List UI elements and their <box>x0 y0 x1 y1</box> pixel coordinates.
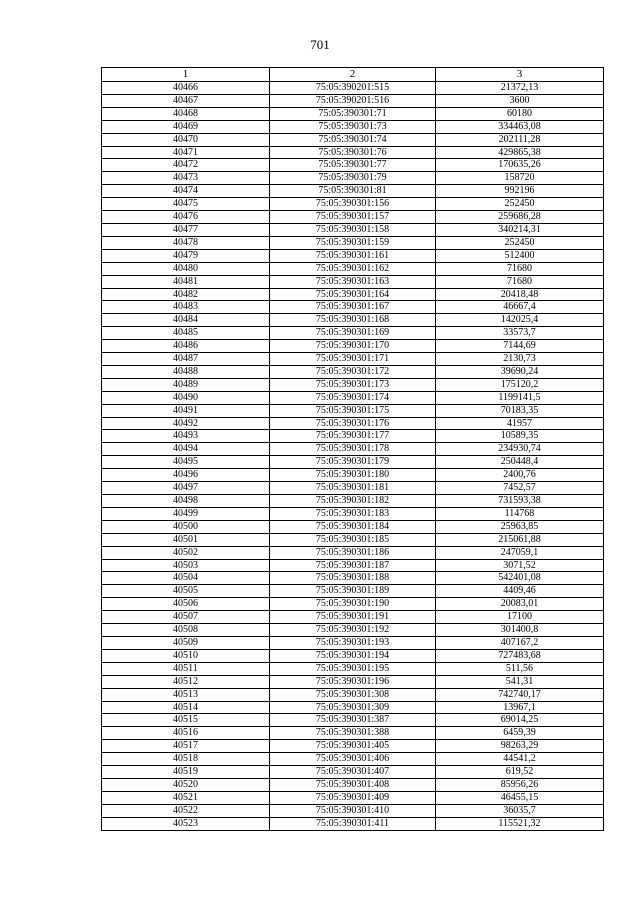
table-row <box>102 753 604 766</box>
cadastral-number-cell: 75:05:390301:182 <box>270 495 436 508</box>
table-row <box>102 624 604 637</box>
table-row <box>102 223 604 236</box>
row-number-cell: 40469 <box>102 120 270 133</box>
value-cell: 727483,68 <box>436 649 604 662</box>
row-number-cell: 40477 <box>102 223 270 236</box>
row-number-cell: 40475 <box>102 198 270 211</box>
value-cell: 21372,13 <box>436 82 604 95</box>
row-number-cell: 40479 <box>102 249 270 262</box>
value-cell: 20418,48 <box>436 288 604 301</box>
value-cell: 10589,35 <box>436 430 604 443</box>
cadastral-number-cell: 75:05:390301:183 <box>270 507 436 520</box>
row-number-cell: 40505 <box>102 585 270 598</box>
table-row <box>102 675 604 688</box>
value-cell: 115521,32 <box>436 817 604 830</box>
row-number-cell: 40523 <box>102 817 270 830</box>
value-cell: 429865,38 <box>436 146 604 159</box>
value-cell: 71680 <box>436 262 604 275</box>
row-number-cell: 40494 <box>102 443 270 456</box>
cadastral-number-cell: 75:05:390301:71 <box>270 107 436 120</box>
cadastral-number-cell: 75:05:390301:76 <box>270 146 436 159</box>
table-row <box>102 701 604 714</box>
row-number-cell: 40502 <box>102 546 270 559</box>
row-number-cell: 40486 <box>102 340 270 353</box>
cadastral-number-cell: 75:05:390201:516 <box>270 94 436 107</box>
row-number-cell: 40509 <box>102 636 270 649</box>
row-number-cell: 40513 <box>102 688 270 701</box>
cadastral-number-cell: 75:05:390301:405 <box>270 740 436 753</box>
value-cell: 4409,46 <box>436 585 604 598</box>
table-row <box>102 482 604 495</box>
row-number-cell: 40492 <box>102 417 270 430</box>
value-cell: 511,56 <box>436 662 604 675</box>
value-cell: 2400,76 <box>436 469 604 482</box>
cadastral-number-cell: 75:05:390301:406 <box>270 753 436 766</box>
value-cell: 992196 <box>436 185 604 198</box>
value-cell: 512400 <box>436 249 604 262</box>
row-number-cell: 40508 <box>102 624 270 637</box>
row-number-cell: 40474 <box>102 185 270 198</box>
value-cell: 542401,08 <box>436 572 604 585</box>
value-cell: 252450 <box>436 198 604 211</box>
row-number-cell: 40515 <box>102 714 270 727</box>
table-row <box>102 469 604 482</box>
value-cell: 46667,4 <box>436 301 604 314</box>
table-row <box>102 314 604 327</box>
cadastral-number-cell: 75:05:390301:167 <box>270 301 436 314</box>
row-number-cell: 40485 <box>102 327 270 340</box>
table-row <box>102 520 604 533</box>
row-number-cell: 40472 <box>102 159 270 172</box>
row-number-cell: 40498 <box>102 495 270 508</box>
row-number-cell: 40499 <box>102 507 270 520</box>
table-row <box>102 611 604 624</box>
table-row <box>102 443 604 456</box>
table-body <box>102 82 604 831</box>
cadastral-number-cell: 75:05:390301:179 <box>270 456 436 469</box>
cadastral-number-cell: 75:05:390301:191 <box>270 611 436 624</box>
cadastral-number-cell: 75:05:390301:174 <box>270 391 436 404</box>
row-number-cell: 40476 <box>102 211 270 224</box>
value-cell: 252450 <box>436 236 604 249</box>
value-cell: 742740,17 <box>436 688 604 701</box>
value-cell: 170635,26 <box>436 159 604 172</box>
cadastral-number-cell: 75:05:390301:188 <box>270 572 436 585</box>
table-row <box>102 791 604 804</box>
row-number-cell: 40507 <box>102 611 270 624</box>
row-number-cell: 40490 <box>102 391 270 404</box>
table-row <box>102 198 604 211</box>
table-row <box>102 533 604 546</box>
table-row <box>102 766 604 779</box>
table-row <box>102 572 604 585</box>
table-row <box>102 301 604 314</box>
cadastral-number-cell: 75:05:390301:73 <box>270 120 436 133</box>
row-number-cell: 40488 <box>102 365 270 378</box>
table-row <box>102 185 604 198</box>
value-cell: 70183,35 <box>436 404 604 417</box>
table-row <box>102 146 604 159</box>
value-cell: 69014,25 <box>436 714 604 727</box>
table-row <box>102 159 604 172</box>
cadastral-number-cell: 75:05:390301:157 <box>270 211 436 224</box>
row-number-cell: 40503 <box>102 559 270 572</box>
row-number-cell: 40487 <box>102 353 270 366</box>
value-cell: 619,52 <box>436 766 604 779</box>
cadastral-number-cell: 75:05:390301:193 <box>270 636 436 649</box>
value-cell: 158720 <box>436 172 604 185</box>
row-number-cell: 40482 <box>102 288 270 301</box>
cadastral-number-cell: 75:05:390301:196 <box>270 675 436 688</box>
value-cell: 250448,4 <box>436 456 604 469</box>
row-number-cell: 40518 <box>102 753 270 766</box>
value-cell: 3600 <box>436 94 604 107</box>
cadastral-number-cell: 75:05:390301:175 <box>270 404 436 417</box>
table-row <box>102 688 604 701</box>
value-cell: 36035,7 <box>436 804 604 817</box>
cadastral-number-cell: 75:05:390301:156 <box>270 198 436 211</box>
cadastral-number-cell: 75:05:390301:172 <box>270 365 436 378</box>
value-cell: 541,31 <box>436 675 604 688</box>
cadastral-number-cell: 75:05:390301:159 <box>270 236 436 249</box>
row-number-cell: 40470 <box>102 133 270 146</box>
cadastral-number-cell: 75:05:390301:308 <box>270 688 436 701</box>
cadastral-number-cell: 75:05:390301:158 <box>270 223 436 236</box>
row-number-cell: 40517 <box>102 740 270 753</box>
table-row <box>102 662 604 675</box>
cadastral-number-cell: 75:05:390301:408 <box>270 778 436 791</box>
table-row <box>102 275 604 288</box>
value-cell: 85956,26 <box>436 778 604 791</box>
value-cell: 142025,4 <box>436 314 604 327</box>
value-cell: 114768 <box>436 507 604 520</box>
cadastral-number-cell: 75:05:390301:79 <box>270 172 436 185</box>
cadastral-number-cell: 75:05:390301:74 <box>270 133 436 146</box>
table-row <box>102 804 604 817</box>
table-row <box>102 172 604 185</box>
row-number-cell: 40520 <box>102 778 270 791</box>
table-row <box>102 546 604 559</box>
cadastral-value-table <box>101 67 604 831</box>
cadastral-number-cell: 75:05:390301:407 <box>270 766 436 779</box>
table-row <box>102 391 604 404</box>
table-header-row <box>102 68 604 82</box>
cadastral-number-cell: 75:05:390301:388 <box>270 727 436 740</box>
cadastral-number-cell: 75:05:390301:180 <box>270 469 436 482</box>
table-row <box>102 120 604 133</box>
row-number-cell: 40484 <box>102 314 270 327</box>
row-number-cell: 40514 <box>102 701 270 714</box>
column-header-3: 3 <box>436 68 604 82</box>
page-number: 701 <box>310 37 330 52</box>
table-row <box>102 133 604 146</box>
table-row <box>102 249 604 262</box>
row-number-cell: 40467 <box>102 94 270 107</box>
row-number-cell: 40471 <box>102 146 270 159</box>
cadastral-number-cell: 75:05:390301:171 <box>270 353 436 366</box>
table-row <box>102 327 604 340</box>
row-number-cell: 40495 <box>102 456 270 469</box>
table-row <box>102 430 604 443</box>
value-cell: 234930,74 <box>436 443 604 456</box>
table-row <box>102 740 604 753</box>
value-cell: 334463,08 <box>436 120 604 133</box>
row-number-cell: 40483 <box>102 301 270 314</box>
table-row <box>102 649 604 662</box>
value-cell: 33573,7 <box>436 327 604 340</box>
row-number-cell: 40519 <box>102 766 270 779</box>
value-cell: 6459,39 <box>436 727 604 740</box>
table-row <box>102 211 604 224</box>
table-row <box>102 82 604 95</box>
row-number-cell: 40522 <box>102 804 270 817</box>
row-number-cell: 40504 <box>102 572 270 585</box>
cadastral-number-cell: 75:05:390301:190 <box>270 598 436 611</box>
cadastral-number-cell: 75:05:390301:163 <box>270 275 436 288</box>
cadastral-number-cell: 75:05:390301:411 <box>270 817 436 830</box>
cadastral-number-cell: 75:05:390201:515 <box>270 82 436 95</box>
table-row <box>102 507 604 520</box>
value-cell: 7144,69 <box>436 340 604 353</box>
cadastral-number-cell: 75:05:390301:192 <box>270 624 436 637</box>
table-row <box>102 340 604 353</box>
cadastral-number-cell: 75:05:390301:164 <box>270 288 436 301</box>
table-row <box>102 262 604 275</box>
cadastral-number-cell: 75:05:390301:170 <box>270 340 436 353</box>
table-row <box>102 94 604 107</box>
row-number-cell: 40478 <box>102 236 270 249</box>
table-row <box>102 817 604 830</box>
column-header-2: 2 <box>270 68 436 82</box>
value-cell: 46455,15 <box>436 791 604 804</box>
cadastral-number-cell: 75:05:390301:194 <box>270 649 436 662</box>
table-row <box>102 236 604 249</box>
table-row <box>102 727 604 740</box>
table-row <box>102 404 604 417</box>
value-cell: 175120,2 <box>436 378 604 391</box>
cadastral-number-cell: 75:05:390301:181 <box>270 482 436 495</box>
table-row <box>102 714 604 727</box>
row-number-cell: 40500 <box>102 520 270 533</box>
value-cell: 20083,01 <box>436 598 604 611</box>
cadastral-number-cell: 75:05:390301:387 <box>270 714 436 727</box>
cadastral-number-cell: 75:05:390301:161 <box>270 249 436 262</box>
table-row <box>102 495 604 508</box>
cadastral-number-cell: 75:05:390301:187 <box>270 559 436 572</box>
table-row <box>102 288 604 301</box>
table-row <box>102 636 604 649</box>
table-row <box>102 107 604 120</box>
cadastral-number-cell: 75:05:390301:81 <box>270 185 436 198</box>
value-cell: 247059,1 <box>436 546 604 559</box>
value-cell: 41957 <box>436 417 604 430</box>
value-cell: 301400,8 <box>436 624 604 637</box>
row-number-cell: 40473 <box>102 172 270 185</box>
value-cell: 17100 <box>436 611 604 624</box>
cadastral-number-cell: 75:05:390301:176 <box>270 417 436 430</box>
row-number-cell: 40496 <box>102 469 270 482</box>
value-cell: 215061,88 <box>436 533 604 546</box>
value-cell: 44541,2 <box>436 753 604 766</box>
cadastral-number-cell: 75:05:390301:178 <box>270 443 436 456</box>
table-row <box>102 417 604 430</box>
table-row <box>102 585 604 598</box>
table-row <box>102 559 604 572</box>
cadastral-number-cell: 75:05:390301:169 <box>270 327 436 340</box>
value-cell: 98263,29 <box>436 740 604 753</box>
cadastral-number-cell: 75:05:390301:189 <box>270 585 436 598</box>
value-cell: 71680 <box>436 275 604 288</box>
row-number-cell: 40501 <box>102 533 270 546</box>
row-number-cell: 40493 <box>102 430 270 443</box>
value-cell: 2130,73 <box>436 353 604 366</box>
row-number-cell: 40510 <box>102 649 270 662</box>
value-cell: 39690,24 <box>436 365 604 378</box>
table-row <box>102 778 604 791</box>
cadastral-number-cell: 75:05:390301:309 <box>270 701 436 714</box>
value-cell: 202111,28 <box>436 133 604 146</box>
cadastral-number-cell: 75:05:390301:162 <box>270 262 436 275</box>
value-cell: 3071,52 <box>436 559 604 572</box>
cadastral-number-cell: 75:05:390301:195 <box>270 662 436 675</box>
row-number-cell: 40468 <box>102 107 270 120</box>
cadastral-number-cell: 75:05:390301:77 <box>270 159 436 172</box>
value-cell: 407167,2 <box>436 636 604 649</box>
value-cell: 731593,38 <box>436 495 604 508</box>
value-cell: 13967,1 <box>436 701 604 714</box>
row-number-cell: 40506 <box>102 598 270 611</box>
cadastral-number-cell: 75:05:390301:185 <box>270 533 436 546</box>
row-number-cell: 40491 <box>102 404 270 417</box>
cadastral-number-cell: 75:05:390301:173 <box>270 378 436 391</box>
table-row <box>102 378 604 391</box>
value-cell: 7452,57 <box>436 482 604 495</box>
cadastral-number-cell: 75:05:390301:409 <box>270 791 436 804</box>
value-cell: 259686,28 <box>436 211 604 224</box>
table-row <box>102 598 604 611</box>
row-number-cell: 40481 <box>102 275 270 288</box>
cadastral-number-cell: 75:05:390301:186 <box>270 546 436 559</box>
row-number-cell: 40516 <box>102 727 270 740</box>
row-number-cell: 40497 <box>102 482 270 495</box>
row-number-cell: 40480 <box>102 262 270 275</box>
row-number-cell: 40521 <box>102 791 270 804</box>
column-header-1: 1 <box>102 68 270 82</box>
cadastral-number-cell: 75:05:390301:177 <box>270 430 436 443</box>
cadastral-number-cell: 75:05:390301:184 <box>270 520 436 533</box>
value-cell: 60180 <box>436 107 604 120</box>
table-row <box>102 353 604 366</box>
row-number-cell: 40511 <box>102 662 270 675</box>
row-number-cell: 40512 <box>102 675 270 688</box>
table-row <box>102 365 604 378</box>
value-cell: 25963,85 <box>436 520 604 533</box>
cadastral-number-cell: 75:05:390301:410 <box>270 804 436 817</box>
value-cell: 1199141,5 <box>436 391 604 404</box>
table-row <box>102 456 604 469</box>
value-cell: 340214,31 <box>436 223 604 236</box>
row-number-cell: 40466 <box>102 82 270 95</box>
cadastral-number-cell: 75:05:390301:168 <box>270 314 436 327</box>
row-number-cell: 40489 <box>102 378 270 391</box>
